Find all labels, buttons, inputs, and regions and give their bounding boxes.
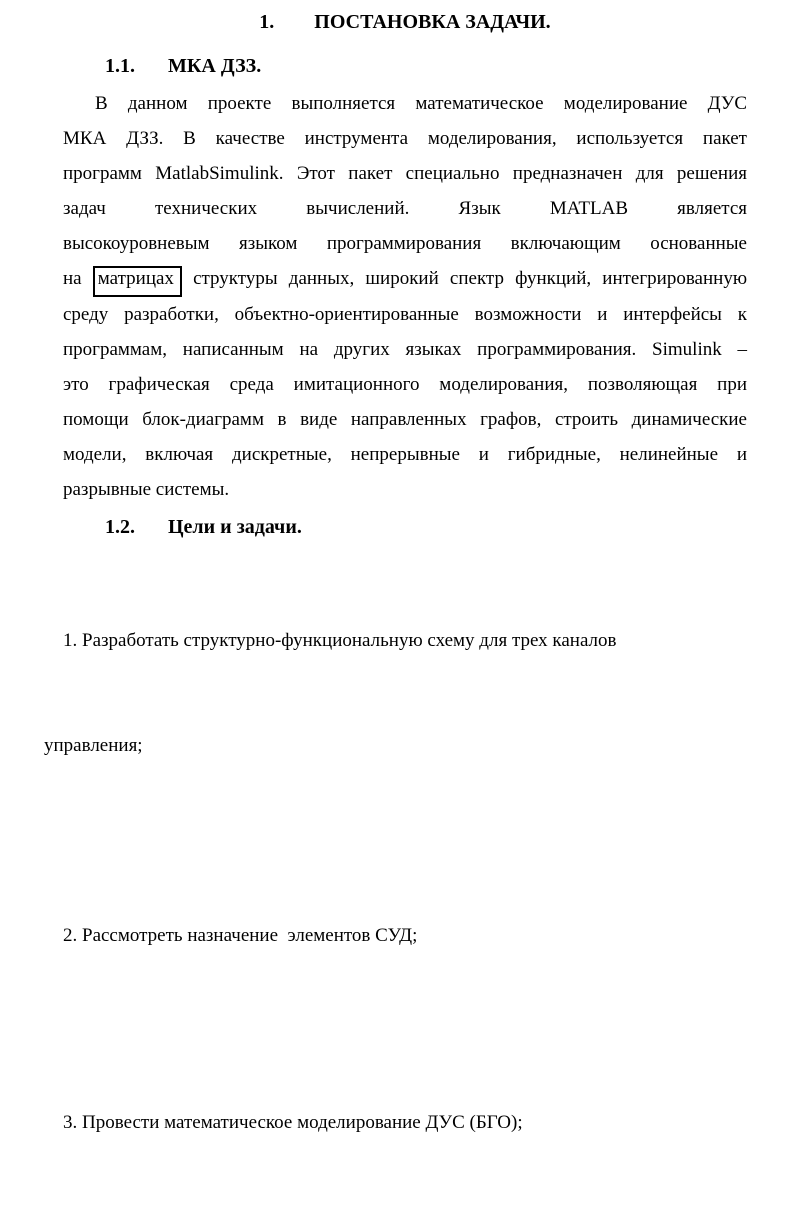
task-item: [44, 1035, 747, 1210]
section-heading-tasks: [105, 515, 747, 539]
task-line: 2. Рассмотреть назначение элементов СУД;: [63, 925, 418, 946]
section-number: 1.2.: [105, 516, 135, 538]
paragraph-line: МКА ДЗЗ. В качестве инструмента моделирования, используется пакет: [63, 128, 747, 149]
paragraph-line: среду разработки, объектно-ориентированные возможности и интерфейсы к: [63, 304, 747, 325]
paragraph-line: это графическая среда имитационного моделирования, позволяющая при: [63, 374, 747, 395]
task-line: 1. Разработать структурно-функциональную схему для трех каналов: [63, 630, 617, 651]
paragraph-line: В данном проекте выполняется математическое моделирование ДУС: [95, 93, 747, 114]
title-text: ПОСТАНОВКА ЗАДАЧИ.: [314, 11, 551, 33]
paragraph-line: программам, написанным на других языках программирования. Simulink –: [63, 339, 747, 360]
page-title: [63, 10, 747, 34]
paragraph-line-with-box: [63, 261, 747, 297]
paragraph-line: программ MatlabSimulink. Этот пакет специально предназначен для решения: [63, 163, 747, 184]
task-line: управления;: [44, 735, 143, 756]
title-number: 1.: [259, 11, 275, 33]
body-paragraph: [63, 86, 747, 507]
box-line-prefix: на: [63, 268, 82, 289]
task-item: [44, 848, 747, 1023]
boxed-word: матрицах: [93, 266, 182, 297]
paragraph-line: модели, включая дискретные, непрерывные и гибридные, нелинейные и: [63, 444, 747, 465]
tasks-list: [44, 553, 747, 1210]
paragraph-line: высокоуровневым языком программирования включающим основанные: [63, 233, 747, 254]
section-number: 1.1.: [105, 55, 135, 77]
task-line: 3. Провести математическое моделирование ДУС (БГО);: [63, 1112, 523, 1133]
section-heading-text: МКА ДЗЗ.: [168, 55, 262, 77]
section-heading-text: Цели и задачи.: [168, 516, 302, 538]
paragraph-line: задач технических вычислений. Язык MATLAB является: [63, 198, 747, 219]
paragraph-line: помощи блок-диаграмм в виде направленных графов, строить динамические: [63, 409, 747, 430]
section-heading-mka: [105, 54, 747, 78]
paragraph-line: разрывные системы.: [63, 479, 230, 500]
box-line-suffix: структуры данных, широкий спектр функций, интегрированную: [193, 268, 748, 289]
task-item: [44, 553, 747, 833]
